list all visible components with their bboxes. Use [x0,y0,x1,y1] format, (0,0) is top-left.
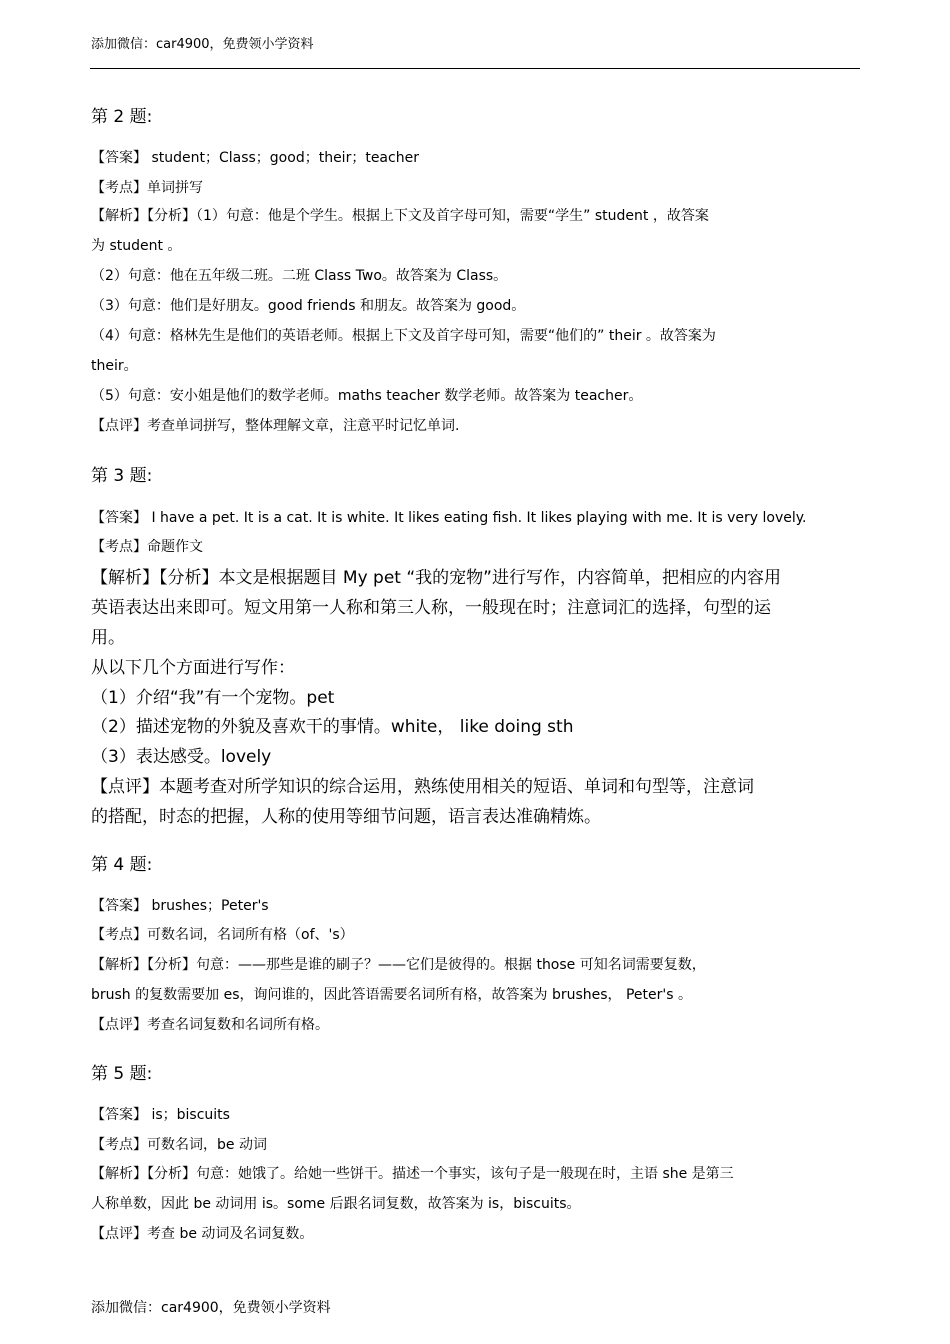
q4-jiexi-b: brush 的复数需要加 es，询问谁的，因此答语需要名词所有格，故答案为 brushes， Peter's 。 [91,987,692,1003]
q3-jiexi-b: 英语表达出来即可。短文用第一人称和第三人称，一般现在时；注意词汇的选择，句型的运 [91,598,771,618]
q2-kaodian: 【考点】单词拼写 [91,180,203,196]
q2-jiexi-1b: 为 student 。 [91,238,182,254]
q5-answer: 【答案】 is；biscuits [91,1107,230,1123]
q4-kaodian: 【考点】可数名词，名词所有格（of、's） [91,927,354,943]
q3-kaodian: 【考点】命题作文 [91,539,203,555]
q5-dianping: 【点评】考查 be 动词及名词复数。 [91,1226,314,1242]
q2-jiexi-5: （5）句意：安小姐是他们的数学老师。maths teacher 数学老师。故答案为 teacher。 [91,388,643,404]
q4-jiexi-a: 【解析】【分析】句意：——那些是谁的刷子？——它们是彼得的。根据 those 可知名词需要复数， [91,957,706,973]
q3-answer: 【答案】 I have a pet. It is a cat. It is white. It likes eating fish. It likes playing with me. It is very lovely. [91,510,807,526]
q3-point-2: （2）描述宠物的外貌及喜欢干的事情。white， like doing sth [91,717,574,737]
q2-dianping: 【点评】考查单词拼写，整体理解文章，注意平时记忆单词. [91,418,460,434]
q2-jiexi-2: （2）句意：他在五年级二班。二班 Class Two。故答案为 Class。 [91,268,508,284]
q3-jiexi-a: 【解析】【分析】本文是根据题目 My pet “我的宠物”进行写作，内容简单，把相应的内容用 [91,568,781,588]
question-4-title: 第 4 题: [91,855,153,875]
q3-from: 从以下几个方面进行写作： [91,658,295,678]
q5-jiexi-b: 人称单数，因此 be 动词用 is。some 后跟名词复数，故答案为 is，biscuits。 [91,1196,581,1212]
q4-answer: 【答案】 brushes；Peter's [91,898,269,914]
q4-dianping: 【点评】考查名词复数和名词所有格。 [91,1017,329,1033]
q2-jiexi-4b: their。 [91,358,138,374]
q2-jiexi-1a: 【解析】【分析】（1）句意：他是个学生。根据上下文及首字母可知，需要“学生” student ，故答案 [91,208,709,224]
header-rule [90,68,860,69]
q3-dianping-a: 【点评】本题考查对所学知识的综合运用，熟练使用相关的短语、单词和句型等，注意词 [91,777,754,797]
page-header: 添加微信：car4900，免费领小学资料 [91,37,314,52]
q3-jiexi-c: 用。 [91,628,125,648]
q3-point-3: （3）表达感受。lovely [91,747,272,767]
q5-kaodian: 【考点】可数名词，be 动词 [91,1137,267,1153]
q2-answer: 【答案】 student；Class；good；their；teacher [91,150,419,166]
q3-point-1: （1）介绍“我”有一个宠物。pet [91,688,335,708]
question-3-title: 第 3 题: [91,466,153,486]
question-5-title: 第 5 题: [91,1064,153,1084]
q2-jiexi-3: （3）句意：他们是好朋友。good friends 和朋友。故答案为 good。 [91,298,526,314]
q3-dianping-b: 的搭配，时态的把握，人称的使用等细节问题，语言表达准确精炼。 [91,807,601,827]
q5-jiexi-a: 【解析】【分析】句意：她饿了。给她一些饼干。描述一个事实，该句子是一般现在时，主语 she 是第三 [91,1166,734,1182]
question-2-title: 第 2 题: [91,107,153,127]
q2-jiexi-4a: （4）句意：格林先生是他们的英语老师。根据上下文及首字母可知，需要“他们的” their 。故答案为 [91,328,716,344]
page-footer: 添加微信：car4900，免费领小学资料 [91,1300,331,1316]
